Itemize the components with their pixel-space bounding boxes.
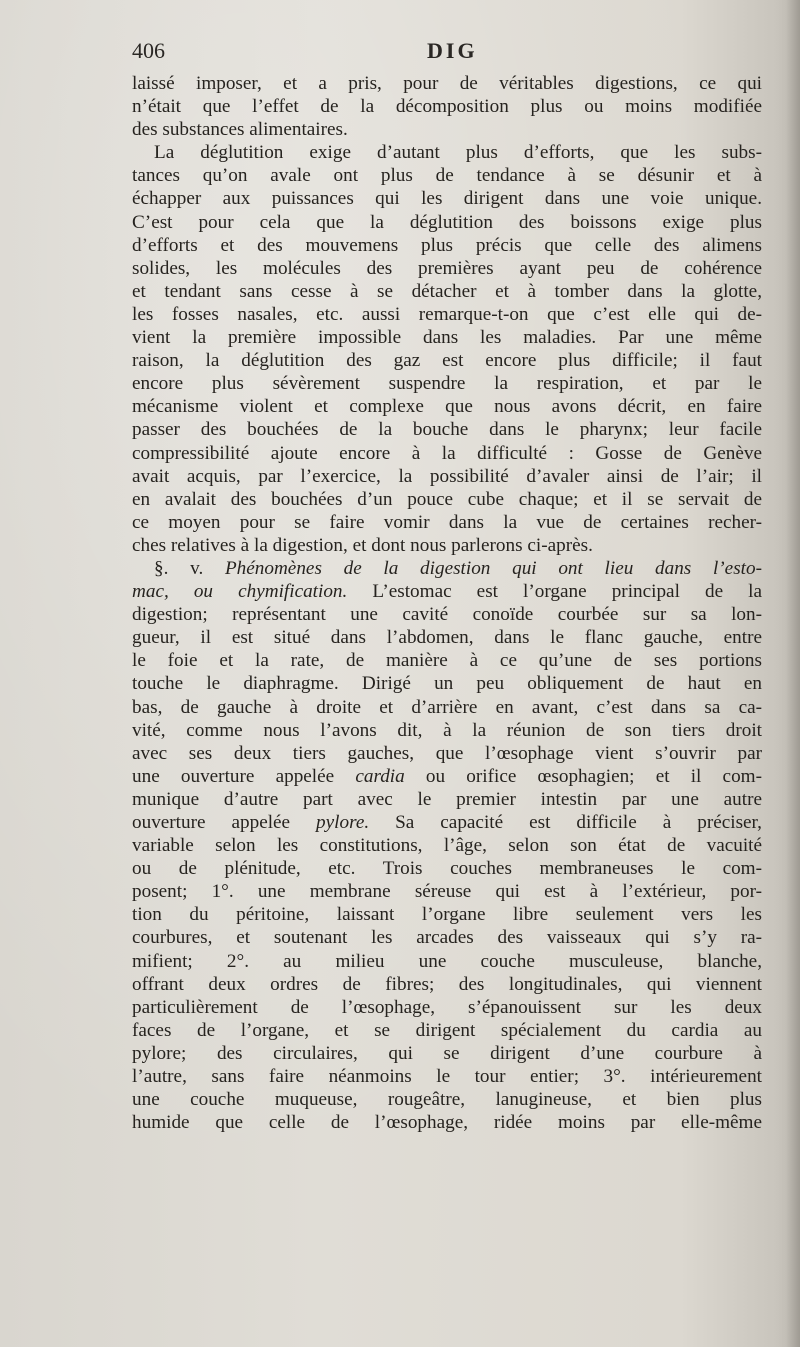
text-line: posent; 1°. une membrane séreuse qui est à l’extérieur, por- [132,881,762,903]
text-line: gueur, il est situé dans l’abdomen, dans le flanc gauche, entre [132,627,762,649]
body-text [132,72,762,1134]
text-line: tion du péritoine, laissant l’organe libre seulement vers les [132,904,762,926]
text-line: raison, la déglutition des gaz est encore plus difficile; il faut [132,350,762,372]
text-line: digestion; représentant une cavité conoïde courbée sur sa lon- [132,604,762,626]
text-run: §. v. [154,557,225,579]
text-line: courbures, et soutenant les arcades des vaisseaux qui s’y ra- [132,927,762,949]
text-line [132,580,762,603]
text-line: particulièrement de l’œsophage, s’épanouissent sur les deux [132,996,762,1018]
text-line: touche le diaphragme. Dirigé un peu obliquement de haut en [132,673,762,695]
text-line: d’efforts et des mouvemens plus précis que celle des alimens [132,234,762,256]
text-line: une couche muqueuse, rougeâtre, lanugineuse, et bien plus [132,1089,762,1111]
text-line: avec ses deux tiers gauches, que l’œsophage vient s’ouvrir par [132,742,762,764]
text-line: ce moyen pour se faire vomir dans la vue de certaines recher- [132,511,762,533]
text-line: La déglutition exige d’autant plus d’efforts, que les subs- [154,142,762,164]
page-number: 406 [132,38,165,63]
text-line [132,811,762,834]
text-line [132,557,762,580]
text-line: tances qu’on avale ont plus de tendance à se désunir et à [132,165,762,187]
text-line: le foie et la rate, de manière à ce qu’une de ses portions [132,650,762,672]
text-line: compressibilité ajoute encore à la difficulté : Gosse de Genève [132,442,762,464]
text-line: vité, comme nous l’avons dit, à la réunion de son tiers droit [132,719,762,741]
text-line: laissé imposer, et a pris, pour de véritables digestions, ce qui [132,73,762,94]
text-line: l’autre, sans faire néanmoins le tour entier; 3°. intérieurement [132,1066,762,1088]
text-line: offrant deux ordres de fibres; des longitudinales, qui viennent [132,973,762,995]
text-line: et tendant sans cesse à se détacher et à tomber dans la glotte, [132,280,762,302]
italic-run: mac, ou chymification. [132,581,348,603]
italic-run: Phénomènes de la digestion qui ont lieu dans l’esto- [224,557,762,579]
running-head [132,38,762,68]
text-run: ou orifice œsophagien; et il com- [404,765,762,787]
text-line: pylore; des circulaires, qui se dirigent d’une courbure à [132,1042,762,1064]
text-run: une ouverture appelée [132,765,356,787]
text-line: solides, les molécules des premières ayant peu de cohérence [132,257,762,279]
italic-run: cardia [355,765,405,787]
text-run: Sa capacité est difficile à préciser, [369,812,762,833]
running-title: DIG [427,38,478,63]
text-line: les fosses nasales, etc. aussi remarque-t-on que c’est elle qui de- [132,303,762,325]
text-line: encore plus sévèrement suspendre la respiration, et par le [132,373,762,395]
text-line: avait acquis, par l’exercice, la possibilité d’avaler ainsi de l’air; il [132,465,762,487]
text-line: bas, de gauche à droite et d’arrière en avant, c’est dans sa ca- [132,696,762,718]
text-line: faces de l’organe, et se dirigent spécialement du cardia au [132,1019,762,1041]
text-line: mifient; 2°. au milieu une couche musculeuse, blanche, [132,950,762,972]
text-line: des substances alimentaires. [132,119,348,141]
text-line: humide que celle de l’œsophage, ridée moins par elle-même [132,1112,762,1134]
text-line: passer des bouchées de la bouche dans le pharynx; leur facile [132,419,762,441]
italic-run: pylore. [316,812,370,833]
text-line [132,765,762,788]
text-line: variable selon les constitutions, l’âge, selon son état de vacuité [132,835,762,857]
text-line: en avalait des bouchées d’un pouce cube chaque; et il se servait de [132,488,762,510]
text-run: ouverture appelée [132,812,317,833]
text-line: mécanisme violent et complexe que nous avons décrit, en faire [132,396,762,418]
text-line: échapper aux puissances qui les dirigent dans une voie unique. [132,188,762,210]
page-gutter-shadow [786,0,800,1347]
text-line: n’était que l’effet de la décomposition plus ou moins modifiée [132,96,762,118]
text-run: L’estomac est l’organe principal de la [347,581,762,603]
text-line: ches relatives à la digestion, et dont nous parlerons ci-après. [132,534,593,556]
text-line: vient la première impossible dans les maladies. Par une même [132,327,762,349]
text-line: C’est pour cela que la déglutition des boissons exige plus [132,211,762,233]
text-line: munique d’autre part avec le premier intestin par une autre [132,788,762,810]
text-line: ou de plénitude, etc. Trois couches membraneuses le com- [132,858,762,880]
